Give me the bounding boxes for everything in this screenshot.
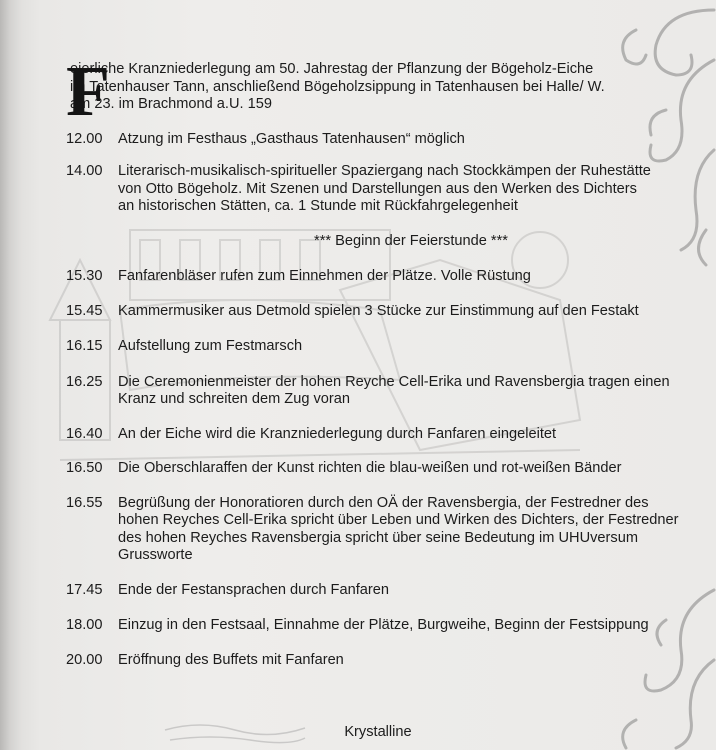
ceremony-item <box>66 582 686 600</box>
item-line: Fanfarenbläser rufen zum Einnehmen der Plätze. Volle Rüstung <box>118 268 531 284</box>
ceremony-item <box>66 652 686 670</box>
item-line: Einzug in den Festsaal, Einnahme der Plätze, Burgweihe, Beginn der Festsippung <box>118 617 649 633</box>
item-line: Kammermusiker aus Detmold spielen 3 Stücke zur Einstimmung auf den Festakt <box>118 302 639 319</box>
item-text <box>118 495 686 565</box>
item-text <box>118 374 686 409</box>
item-time: 16.15 <box>66 338 103 354</box>
item-text <box>118 460 686 478</box>
ceremony-item <box>66 268 686 286</box>
item-line: An der Eiche wird die Kranzniederlegung durch Fanfaren eingeleitet <box>118 425 557 442</box>
program-content <box>66 14 686 669</box>
item-text <box>118 131 686 149</box>
intro-line: im Tatenhauser Tann, anschließend Bögeholzsippung in Tatenhausen bei Halle/ W. <box>70 78 605 95</box>
item-text <box>118 617 686 635</box>
item-time: 18.00 <box>66 617 103 633</box>
intro-paragraph <box>66 51 686 131</box>
item-line: Ende der Festansprachen durch Fanfaren <box>118 581 389 598</box>
item-text <box>118 582 686 600</box>
item-line: an historischen Stätten, ca. 1 Stunde mit Rückfahrgelegenheit <box>118 198 518 214</box>
item-line: des hohen Reyches Ravensbergia spricht über seine Bedeutung im UHUversum <box>118 529 638 546</box>
item-time: 17.45 <box>66 581 103 598</box>
item-line: Die Oberschlaraffen der Kunst richten die blau-weißen und rot-weißen Bänder <box>118 460 622 476</box>
item-line: hohen Reyches Cell-Erika spricht über Leben und Wirken des Dichters, der Festredner <box>118 512 679 528</box>
item-time: 15.30 <box>66 268 103 284</box>
program-item <box>66 163 686 216</box>
item-time: 16.55 <box>66 494 103 511</box>
item-text <box>118 303 686 321</box>
ceremony-item <box>66 426 686 444</box>
ceremony-item <box>66 617 686 635</box>
drop-cap: F <box>66 51 110 131</box>
item-line: Die Ceremonienmeister der hohen Reyche Cell-Erika und Ravensbergia tragen einen <box>118 373 670 390</box>
item-line: Kranz und schreiten dem Zug voran <box>118 391 351 407</box>
item-time: 16.25 <box>66 373 103 390</box>
item-line: Grussworte <box>118 547 193 563</box>
program-item <box>66 131 686 149</box>
ceremony-item <box>66 338 686 356</box>
item-line: Literarisch-musikalisch-spiritueller Spaziergang nach Stockkämpen der Ruhestätte <box>118 163 651 179</box>
item-time: 16.50 <box>66 460 103 476</box>
item-line: Aufstellung zum Festmarsch <box>118 338 303 354</box>
item-line: Begrüßung der Honoratioren durch den OÄ der Ravensbergia, der Festredner des <box>118 494 649 511</box>
item-text <box>118 163 686 216</box>
item-time: 20.00 <box>66 651 103 668</box>
ceremony-item <box>66 495 686 565</box>
item-text <box>118 338 686 356</box>
item-text <box>118 426 686 444</box>
item-time: 12.00 <box>66 130 103 147</box>
item-text <box>118 268 686 286</box>
intro-line: am 23. im Brachmond a.U. 159 <box>70 96 272 112</box>
ceremony-item <box>66 460 686 478</box>
item-time: 15.45 <box>66 302 103 319</box>
footer-signature: Krystalline <box>344 724 412 740</box>
item-line: Eröffnung des Buffets mit Fanfaren <box>118 651 344 668</box>
item-line: Atzung im Festhaus „Gasthaus Tatenhausen“ möglich <box>118 130 465 147</box>
item-time: 14.00 <box>66 163 103 179</box>
item-time: 16.40 <box>66 425 103 442</box>
intro-line: eierliche Kranzniederlegung am 50. Jahrestag der Pflanzung der Bögeholz-Eiche <box>70 61 594 77</box>
item-line: von Otto Bögeholz. Mit Szenen und Darstellungen aus den Werken des Dichters <box>118 180 637 197</box>
ceremony-heading: *** Beginn der Feierstunde *** <box>314 232 508 249</box>
ceremony-item <box>66 303 686 321</box>
ceremony-item <box>66 374 686 409</box>
item-text <box>118 652 686 670</box>
page-binding-shadow <box>0 0 22 750</box>
